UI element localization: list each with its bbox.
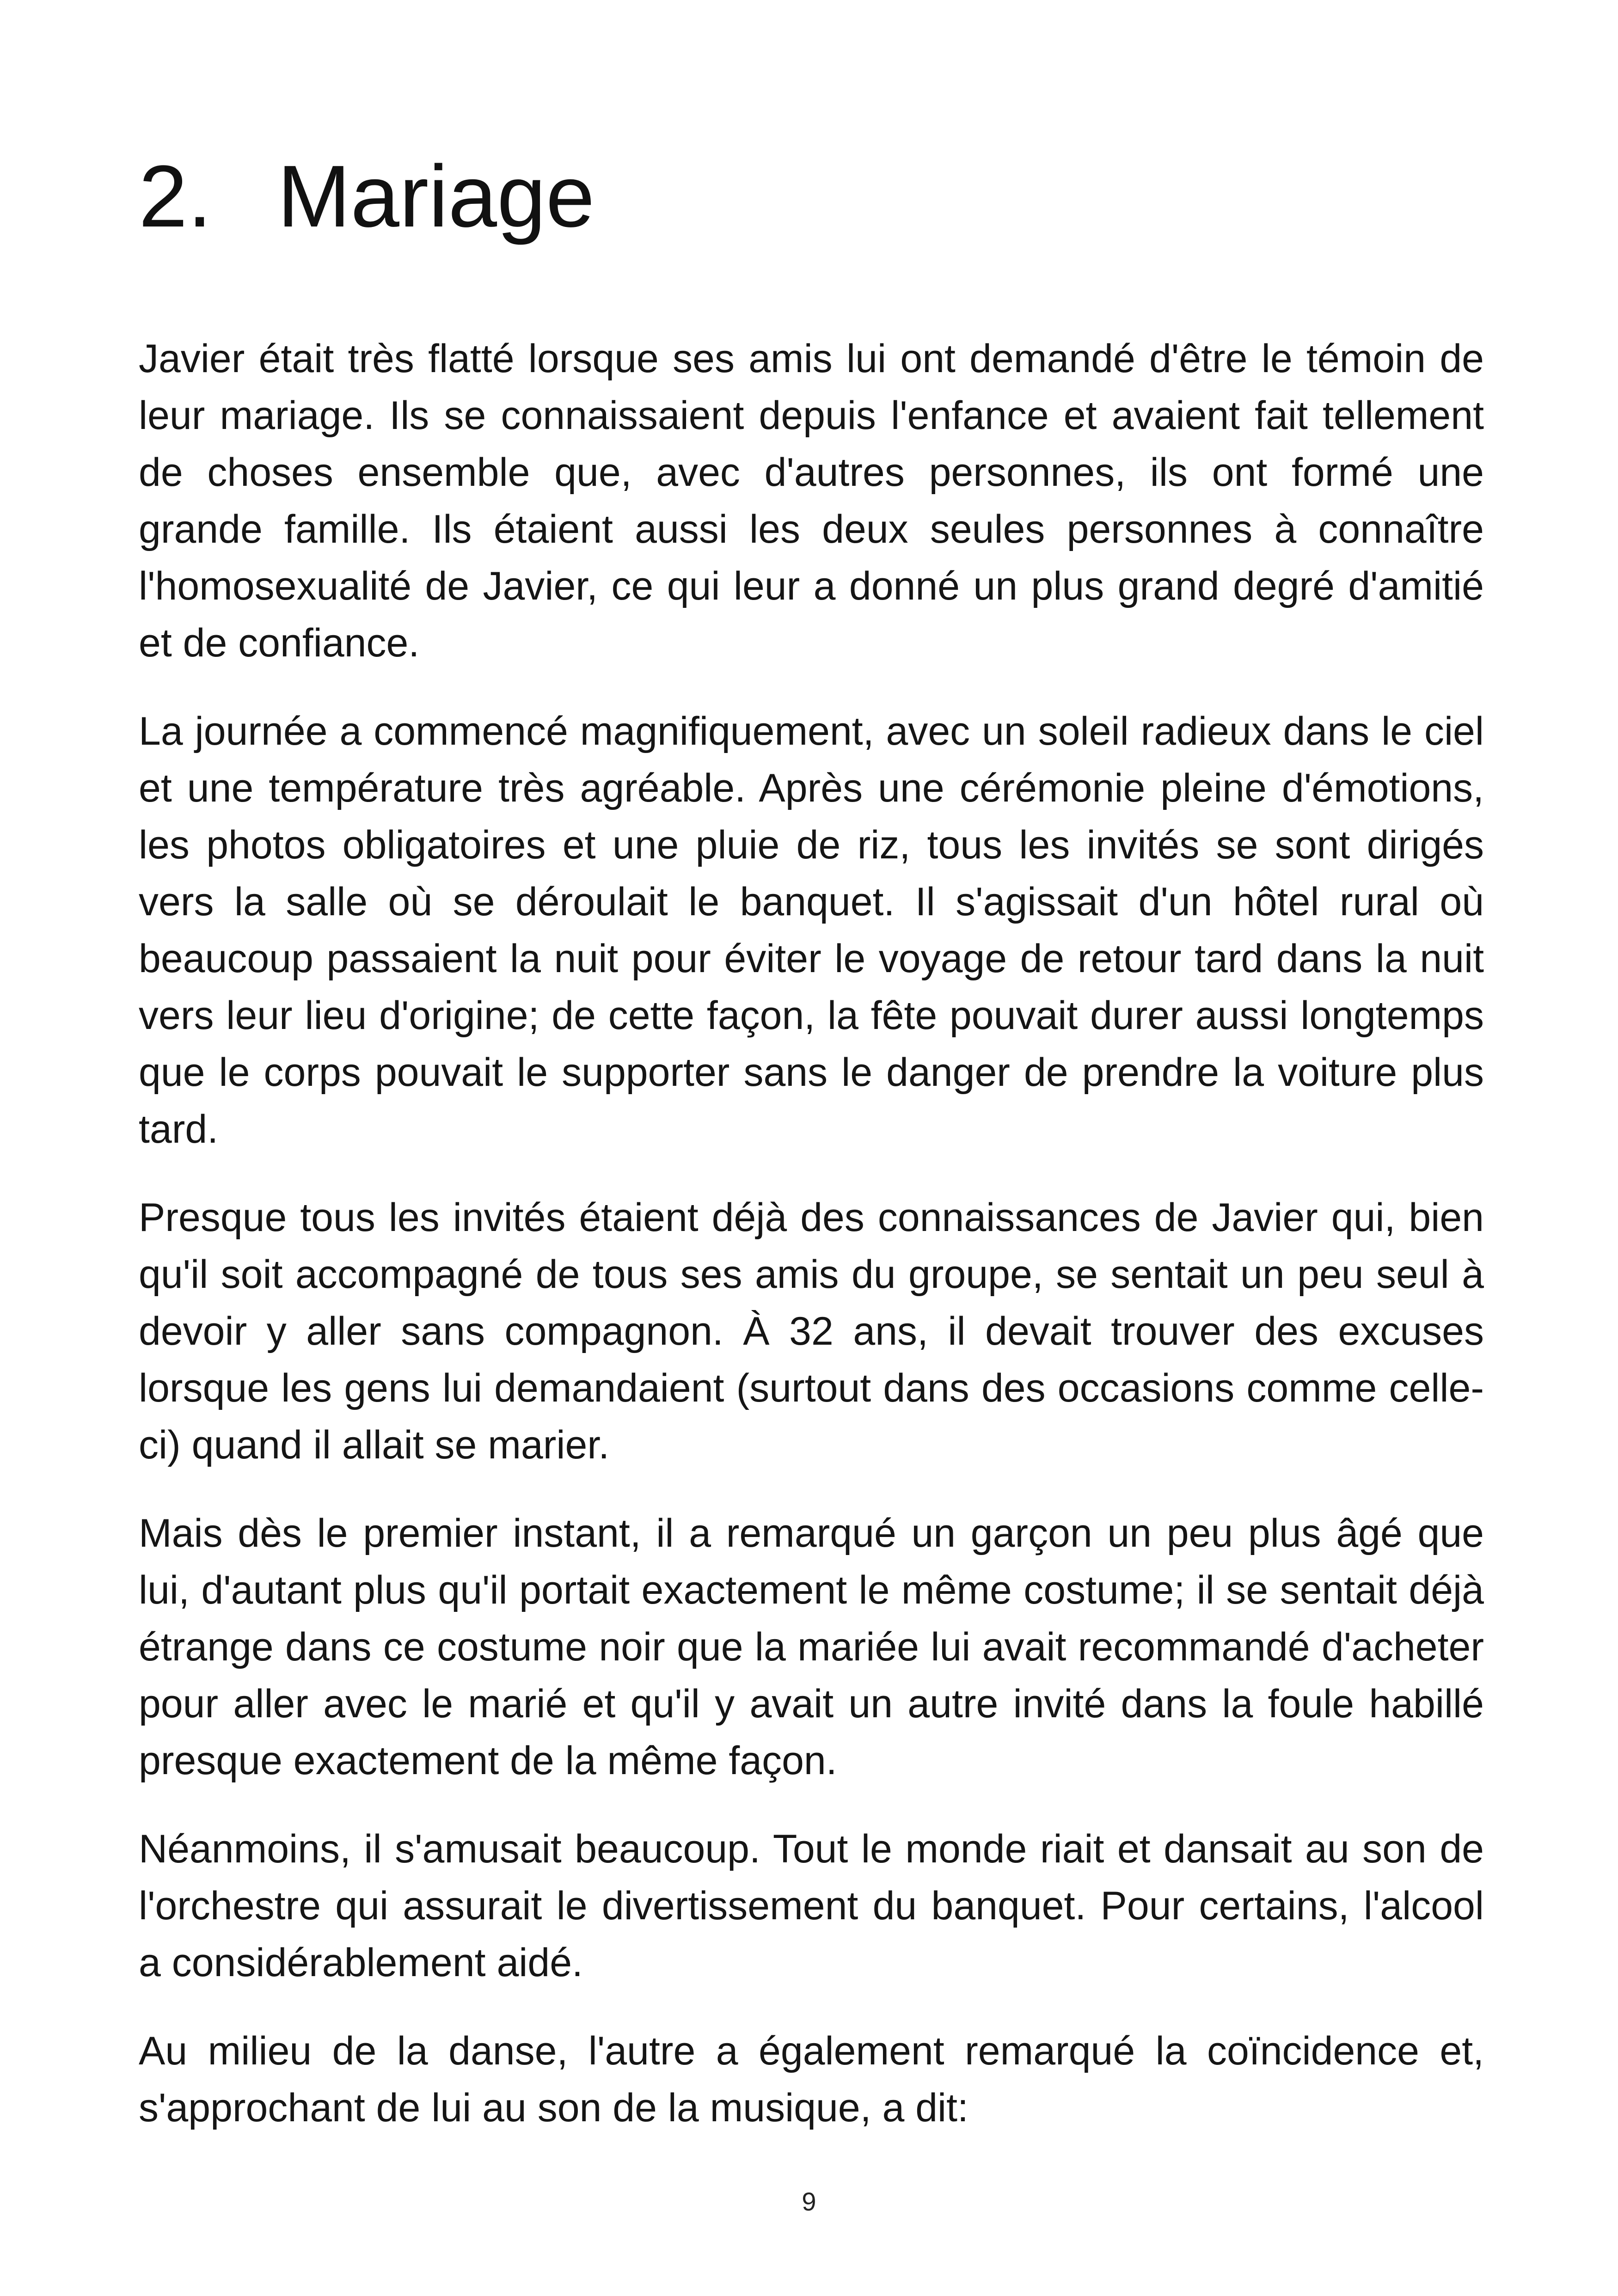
chapter-title xyxy=(139,147,595,245)
paragraph-3: Presque tous les invités étaient déjà des connaissances de Javier qui, bien qu'il soit accompagné de tous ses amis du groupe, se sentait un peu seul à devoir y aller sans compagnon. À 32 ans, il devait trouver des excuses lorsque les gens lui demandaient (surtout dans des occasions comme celle-ci) quand il allait se marier. xyxy=(139,1195,1484,1467)
paragraph-4: Mais dès le premier instant, il a remarqué un garçon un peu plus âgé que lui, d'autant plus qu'il portait exactement le même costume; il se sentait déjà étrange dans ce costume noir que la mariée lui avait recommandé d'acheter pour aller avec le marié et qu'il y avait un autre invité dans la foule habillé presque exactement de la même façon. xyxy=(139,1511,1484,1783)
paragraph-6: Au milieu de la danse, l'autre a également remarqué la coïncidence et, s'approchant de lui au son de la musique, a dit: xyxy=(139,2029,1484,2130)
body-text xyxy=(139,331,1484,2168)
page-number: 9 xyxy=(802,2187,816,2216)
paragraph-1: Javier était très flatté lorsque ses amis lui ont demandé d'être le témoin de leur mariage. Ils se connaissaient depuis l'enfance et avaient fait tellement de choses ensemble que, avec d'autres personnes, ils ont formé une grande famille. Ils étaient aussi les deux seules personnes à connaître l'homosexualité de Javier, ce qui leur a donné un plus grand degré d'amitié et de confiance. xyxy=(139,337,1484,665)
paragraph-5: Néanmoins, il s'amusait beaucoup. Tout le monde riait et dansait au son de l'orchestre qui assurait le divertissement du banquet. Pour certains, l'alcool a considérablement aidé. xyxy=(139,1827,1484,1985)
chapter-number: 2. xyxy=(139,147,212,245)
chapter-name: Mariage xyxy=(277,147,595,245)
paragraph-2: La journée a commencé magnifiquement, avec un soleil radieux dans le ciel et une température très agréable. Après une cérémonie pleine d'émotions, les photos obligatoires et une pluie de riz, tous les invités se sont dirigés vers la salle où se déroulait le banquet. Il s'agissait d'un hôtel rural où beaucoup passaient la nuit pour éviter le voyage de retour tard dans la nuit vers leur lieu d'origine; de cette façon, la fête pouvait durer aussi longtemps que le corps pouvait le supporter sans le danger de prendre la voiture plus tard. xyxy=(139,709,1484,1151)
